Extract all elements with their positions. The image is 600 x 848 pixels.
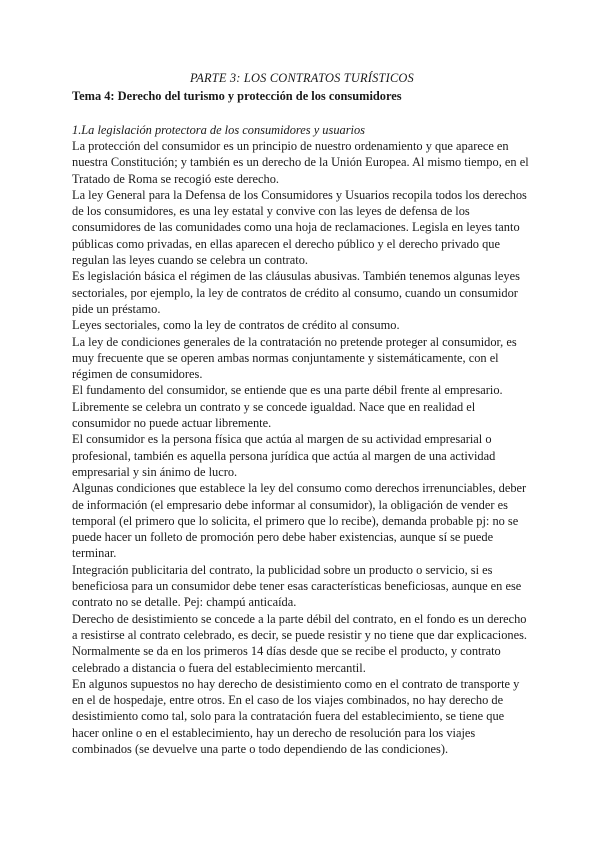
paragraph: La ley de condiciones generales de la contratación no pretende proteger al consumidor, es muy frecuente que se operen ambas normas conjuntamente y sistemáticamente, con el régimen de consumidores. (72, 334, 517, 382)
paragraph: Integración publicitaria del contrato, la publicidad sobre un producto o servicio, si es beneficiosa para un consumidor debe tener esas características beneficiosas, aunque en ese contrato no se detalle. Pej: champú anticaída. (72, 562, 522, 610)
paragraph: La ley General para la Defensa de los Consumidores y Usuarios recopila todos los derechos de los consumidores, es una ley estatal y convive con las leyes de defensa de los consumidores de las comunidades como una hoja de reclamaciones. Legisla en leyes tanto públicas como privadas, en ellas aparecen el derecho público y el derecho privado que regulan las leyes cuando se celebra un contrato. (72, 187, 527, 268)
paragraph: La protección del consumidor es un principio de nuestro ordenamiento y que aparece en nuestra Constitución; y también es un derecho de la Unión Europea. Al mismo tiempo, en el Tratado de Roma se recogió este derecho. (72, 139, 529, 186)
paragraph: El consumidor es la persona física que actúa al margen de su actividad empresarial o profesional, también es aquella persona jurídica que actúa al margen de una actividad empresarial y sin ánimo de lucro. (72, 432, 496, 479)
topic-title: Tema 4: Derecho del turismo y protección de los consumidores (72, 89, 402, 103)
paragraph: Algunas condiciones que establece la ley del consumo como derechos irrenunciables, deber de información (el empresario debe informar al consumidor), la obligación de vender es temporal (el primero que lo solicita, el primero que lo recibe), demanda probable pj: no se puede hacer un folleto de promoción pero debe haber existencias, aunque sí se puede terminar. (72, 481, 527, 561)
paragraph: Derecho de desistimiento se concede a la parte débil del contrato, en el fondo es un derecho a resistirse al contrato celebrado, es decir, se puede resistir y no tiene que dar explicaciones. Normalmente se da en los primeros 14 días desde que se recibe el producto, y contrato celebrado a distancia o fuera del establecimiento mercantil. (72, 611, 528, 675)
blank-line (72, 104, 532, 122)
page-content (72, 70, 532, 757)
section-title: 1.La legislación protectora de los consumidores y usuarios (72, 123, 366, 137)
paragraph: El fundamento del consumidor, se entiende que es una parte débil frente al empresario. Libremente se celebra un contrato y se concede igualdad. Nace que en realidad el consumidor no puede actuar libremente. (72, 383, 503, 431)
part-title: PARTE 3: LOS CONTRATOS TURÍSTICOS (190, 71, 414, 85)
paragraph: Es legislación básica el régimen de las cláusulas abusivas. También tenemos algunas leyes sectoriales, por ejemplo, la ley de contratos de crédito al consumo, cuando un consumidor pide un préstamo. (72, 269, 520, 316)
paragraph: En algunos supuestos no hay derecho de desistimiento como en el contrato de transporte y en el de hospedaje, entre otros. En el caso de los viajes combinados, no hay derecho de desistimiento como tal, solo para la contratación fuera del establecimiento, se tiene que hacer online o en el establecimiento, hay un derecho de resolución para los viajes combinados (se devuelve una parte o todo dependiendo de las condiciones). (72, 676, 520, 756)
paragraph: Leyes sectoriales, como la ley de contratos de crédito al consumo. (72, 318, 400, 333)
